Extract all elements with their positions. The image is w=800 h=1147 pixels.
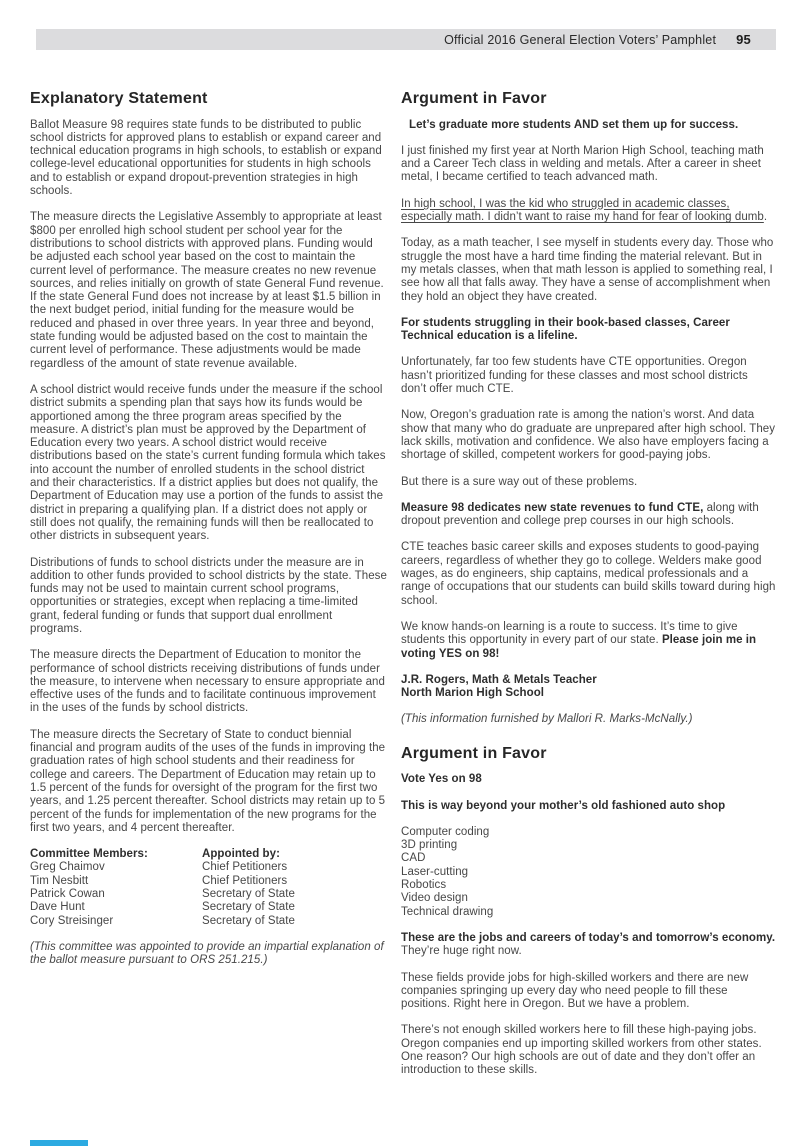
text-segment: A school district would receive funds under the measure if the school district submits a spending plan that says how its funds would be apportioned among the three program areas specified by the measure. A district’s plan must be approved by the Department of Education every two years. A school district would receive distributions based on the state’s current funding formula which takes into account the number of enrolled students in the school district and their characteristics. If a district applies but does not qualify, the Department of Education may use a portion of the funds to assist the district in preparing a qualifying plan. If a district does not apply or still does not qualify, the remaining funds will then be reallocated to other districts in subsequent years. (30, 383, 386, 543)
committee-member-name: Patrick Cowan (30, 888, 105, 901)
section-heading: Explanatory Statement (30, 90, 208, 107)
paragraph (401, 621, 776, 661)
text-segment: Please join me in voting YES on 98! (401, 634, 757, 660)
text-segment: The measure directs the Secretary of State to conduct biennial financial and program audits of the uses of the funds in improving the graduation rates of high school students and their readiness for college and careers. The Department of Education may retain up to 1.5 percent of the funds for oversight of the program for the first two years, and 1.25 percent thereafter. School districts may retain up to 5 percent of the funds for implementation of the new programs for the first two years, and 4 percent thereafter. (30, 728, 386, 834)
line: Computer coding (401, 825, 490, 838)
text-segment: (This committee was appointed to provide an impartial explanation of the ballot measure pursuant to ORS 251.215.) (30, 940, 384, 967)
text-segment: I just finished my first year at North Marion High School, teaching math and a Career Tech class in welding and metals. After a career in sheet metal, I became certified to teach advanced math. (401, 144, 764, 184)
text-segment: Now, Oregon’s graduation rate is among the nation’s worst. And data show that many who do graduate are unprepared after high school. They lack skills, motivation and confidence. We also have employers facing a shortage of skilled, competent workers for good-paying jobs. (401, 409, 776, 462)
cte-skills-list (401, 826, 776, 919)
text-segment: Today, as a math teacher, I see myself in students every day. Those who struggle the most have a hard time finding the material relevant. But in my metals classes, when that math lesson is applied to something real, I see how all that falls away. They have a sense of accomplishment when they hold an object they have created. (401, 237, 774, 303)
paragraph (30, 729, 387, 835)
line: Technical drawing (401, 905, 494, 918)
text-segment: Vote Yes on 98 (401, 773, 482, 786)
table-header: Appointed by: (202, 848, 280, 861)
text-segment: . (763, 211, 768, 224)
line: CAD (401, 852, 426, 865)
paragraph (401, 502, 776, 529)
line: 3D printing (401, 839, 458, 852)
committee-member-name: Dave Hunt (30, 901, 85, 914)
appointed-by-value: Chief Petitioners (202, 874, 288, 887)
page-header-bar (36, 29, 776, 50)
text-segment: Unfortunately, far too few students have CTE opportunities. Oregon hasn’t prioritized funding for these classes and most school districts don’t offer much CTE. (401, 356, 748, 396)
text-segment: For students struggling in their book-based classes, Career Technical education is a lifeline. (401, 316, 730, 343)
pamphlet-title: Official 2016 General Election Voters’ Pamphlet (444, 32, 717, 47)
text-segment: But there is a sure way out of these problems. (401, 475, 638, 488)
text-segment: This is way beyond your mother’s old fashioned auto shop (401, 799, 726, 812)
paragraph (401, 800, 776, 813)
paragraph (401, 145, 776, 185)
line: North Marion High School (401, 687, 545, 700)
appointed-by-value: Chief Petitioners (202, 861, 288, 874)
paragraph (401, 119, 776, 132)
text-segment: CTE teaches basic career skills and exposes students to good-paying careers, regardless of whether they go to college. Welders make good wages, as do engineers, ship captains, medical professionals and a range of occupations that our students can build skills toward during high school. (401, 541, 776, 607)
line: J.R. Rogers, Math & Metals Teacher (401, 673, 597, 686)
text-segment: The measure directs the Legislative Assembly to appropriate at least $800 per enrolled high school student per school year for the distributions to school districts with approved plans. Funding would be adjusted each school year based on the cost to maintain the current level of performance. The measure creates no new revenue sources, and relies initially on growth of state General Fund revenue. If the state General Fund does not increase by at least $1.5 billion in the next budget period, initial funding for the measure would be reduced and phased in over three years. In year three and beyond, state funding would be adjusted based on the cost to maintain the current level of performance. These adjustments would be made regardless of the amount of state revenue available. (30, 211, 384, 370)
text-segment: There’s not enough skilled workers here to fill these high-paying jobs. Oregon companies end up importing skilled workers from other states. One reason? Our high schools are out of date and they don’t offer an introduction to these skills. (401, 1024, 762, 1077)
left-column (30, 88, 387, 981)
paragraph (401, 476, 776, 489)
appointed-by-value: Secretary of State (202, 901, 295, 914)
text-segment: (This information furnished by Mallori R. Marks-McNally.) (401, 713, 693, 726)
footer-blue-mark (30, 1140, 88, 1146)
paragraph (30, 119, 387, 199)
text-segment: They’re huge right now. (401, 945, 522, 958)
text-segment: Distributions of funds to school districts under the measure are in addition to other funds provided to school districts by the state. These funds may not be used to maintain current school programs, opportunities or strategies, except when replacing a time-limited grant, federal funding or funds that support dual enrollment programs. (30, 556, 387, 635)
text-segment: These are the jobs and careers of today’s and tomorrow’s economy. (401, 931, 776, 944)
paragraph (401, 932, 776, 959)
paragraph (401, 1024, 776, 1077)
text-segment: Let’s graduate more students AND set them up for success. (409, 118, 739, 131)
committee-member-name: Tim Nesbitt (30, 874, 89, 887)
text-segment: In high school, I was the kid who struggled in academic classes, especially math. I didn’t want to raise my hand for fear of looking dumb (401, 197, 764, 224)
paragraph (401, 198, 776, 225)
appointed-by-value: Secretary of State (202, 888, 295, 901)
text-segment: Measure 98 dedicates new state revenues to fund CTE, (401, 501, 704, 514)
line: Video design (401, 892, 468, 905)
text-segment: Ballot Measure 98 requires state funds to be distributed to public school districts for approved plans to establish or expand career and technical education programs in high schools, to establish or expand college-level educational opportunities for students in high schools and to establish or expand dropout-prevention strategies in high schools. (30, 118, 382, 198)
committee-member-name: Cory Streisinger (30, 914, 114, 927)
page-number: 95 (736, 32, 751, 47)
paragraph (401, 713, 776, 726)
table-header: Committee Members: (30, 848, 148, 861)
paragraph (401, 773, 776, 786)
text-segment: along with dropout prevention and college prep courses in our high schools. (401, 501, 759, 528)
committee-member-name: Greg Chaimov (30, 861, 105, 874)
line: Laser-cutting (401, 865, 469, 878)
paragraph (30, 557, 387, 637)
text-segment: We know hands-on learning is a route to success. It’s time to give students this opportunity in every part of our state. (401, 620, 738, 647)
text-segment: These fields provide jobs for high-skilled workers and there are new companies springing up every day who need people to fill these positions. Right here in Oregon. But we have a problem. (401, 971, 749, 1011)
text-segment: The measure directs the Department of Education to monitor the performance of school districts receiving distributions of funds under the measure, to intervene when necessary to ensure appropriate and effective uses of the funds and to facilitate continuous improvement in the uses of the funds by school districts. (30, 649, 385, 715)
paragraph (401, 317, 776, 344)
section-heading: Argument in Favor (401, 90, 547, 107)
section-heading: Argument in Favor (401, 744, 547, 762)
paragraph (30, 649, 387, 715)
paragraph (30, 941, 387, 968)
paragraph (30, 211, 387, 371)
committee-table (30, 848, 387, 928)
page-content (30, 88, 776, 1091)
paragraph (401, 237, 776, 303)
paragraph (401, 541, 776, 607)
signature-block (401, 674, 776, 701)
paragraph (401, 972, 776, 1012)
right-column (401, 88, 776, 1091)
line: Robotics (401, 879, 447, 892)
paragraph (401, 409, 776, 462)
paragraph (30, 384, 387, 544)
appointed-by-value: Secretary of State (202, 914, 295, 927)
paragraph (401, 356, 776, 396)
